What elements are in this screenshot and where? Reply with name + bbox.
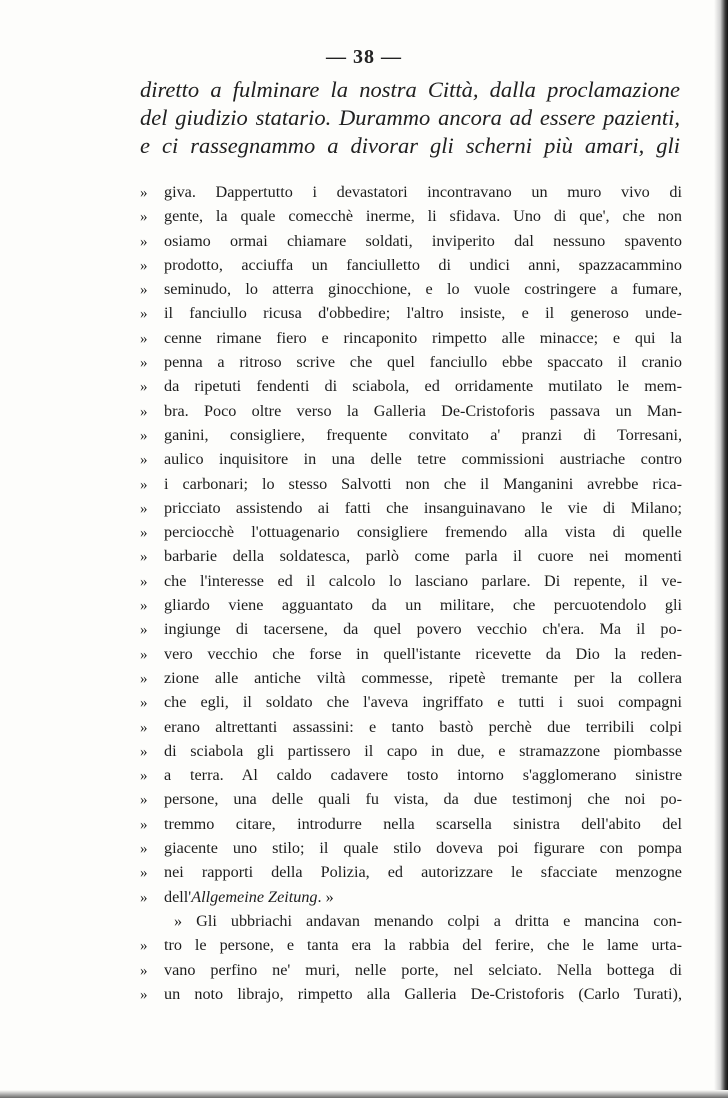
quoted-passage	[140, 180, 682, 1006]
text-line	[140, 787, 682, 811]
quote-mark: »	[140, 525, 148, 542]
text-line	[140, 229, 682, 253]
quote-mark: »	[140, 476, 148, 493]
quote-mark: »	[140, 646, 148, 663]
quote-mark: »	[140, 330, 148, 347]
line-text: che l'interesse ed il calcolo lo lasciano parlare. Di repente, il ve-	[164, 571, 682, 590]
text-line	[140, 860, 682, 884]
line-text: osiamo ormai chiamare soldati, inviperito dal nessuno spavento	[164, 231, 682, 250]
text-line	[140, 204, 682, 228]
quote-mark: »	[140, 695, 148, 712]
text-line	[140, 617, 682, 641]
line-text: ingiunge di tacersene, da quel povero vecchio ch'era. Ma il po-	[164, 620, 682, 639]
quote-mark: »	[140, 792, 148, 809]
quote-mark: »	[140, 598, 148, 615]
quote-mark: »	[140, 986, 148, 1003]
text-line	[140, 374, 682, 398]
line-text: gente, la quale comecchè inerme, li sfidava. Uno di que', che non	[164, 207, 682, 226]
text-line	[140, 326, 682, 350]
line-text: zione alle antiche viltà commesse, ripetè tremante per la collera	[164, 668, 682, 687]
line-text: tremmo citare, introdurre nella scarsella sinistra dell'abito del	[164, 814, 682, 833]
text-line	[140, 277, 682, 301]
line-text: perciocchè l'ottuagenario consigliere fremendo alla vista di quelle	[164, 523, 682, 542]
text-line	[140, 496, 682, 520]
quote-mark: »	[140, 257, 148, 274]
text-line	[140, 982, 682, 1006]
quote-mark: »	[140, 379, 148, 396]
text-line	[140, 812, 682, 836]
text-line	[140, 642, 682, 666]
quote-mark: »	[140, 889, 148, 906]
text-line	[140, 180, 682, 204]
line-text: vano perfino ne' muri, nelle porte, nel selciato. Nella bottega di	[164, 960, 682, 979]
line-text: » Gli ubbriachi andavan menando colpi a dritta e mancina con-	[174, 911, 682, 930]
quote-mark: »	[140, 670, 148, 687]
line-text: da ripetuti fendenti di sciabola, ed orridamente mutilato le mem-	[164, 377, 682, 396]
quote-mark: »	[140, 233, 148, 250]
line-text: seminudo, lo atterra ginocchione, e lo vuole costringere a fumare,	[164, 280, 682, 299]
line-text: vero vecchio che forse in quell'istante ricevette da Dio la reden-	[164, 644, 682, 663]
line-text: barbarie della soldatesca, parlò come parla il cuore nei momenti	[164, 547, 682, 566]
line-text: erano altrettanti assassini: e tanto bastò perchè due terribili colpi	[164, 717, 682, 736]
quote-mark: »	[140, 355, 148, 372]
quote-mark: »	[140, 427, 148, 444]
line-text: bra. Poco oltre verso la Galleria De-Cristoforis passava un Man-	[164, 401, 682, 420]
line-text: ganini, consigliere, frequente convitato a' pranzi di Torresani,	[164, 425, 682, 444]
line-text: aulico inquisitore in una delle tetre commissioni austriache contro	[164, 450, 682, 469]
quote-mark: »	[140, 865, 148, 882]
page-edge-shadow	[714, 0, 728, 1098]
line-text: tro le persone, e tanta era la rabbia del ferire, che le lame urta-	[164, 936, 682, 955]
line-text: giva. Dappertutto i devastatori incontravano un muro vivo di	[164, 183, 682, 201]
text-line	[140, 569, 682, 593]
text-line	[140, 933, 682, 957]
text-line	[140, 472, 682, 496]
text-line	[140, 520, 682, 544]
quote-mark: »	[140, 282, 148, 299]
line-text: un noto librajo, rimpetto alla Galleria De-Cristoforis (Carlo Turati),	[164, 984, 682, 1003]
quote-mark: »	[140, 306, 148, 323]
line-text: gliardo viene agguantato da un militare, che percuotendolo gli	[164, 596, 682, 615]
quote-mark: »	[140, 403, 148, 420]
line-text: dell'Allgemeine Zeitung. »	[164, 887, 334, 906]
text-line	[140, 544, 682, 568]
quote-mark: »	[140, 743, 148, 760]
italic-line: e ci rassegnammo a divorar gli scherni più amari, gli	[140, 133, 680, 158]
quote-mark: »	[140, 938, 148, 955]
text-line	[140, 423, 682, 447]
quote-mark: »	[140, 816, 148, 833]
text-line	[140, 715, 682, 739]
quote-mark: »	[140, 185, 148, 201]
text-line	[140, 666, 682, 690]
line-text: prodotto, acciuffa un fanciulletto di undici anni, spazzacammino	[164, 255, 682, 274]
line-text: penna a ritroso scrive che quel fanciullo ebbe spaccato il cranio	[164, 353, 682, 372]
text-line	[140, 763, 682, 787]
line-text: nei rapporti della Polizia, ed autorizzare le sfacciate menzogne	[164, 863, 682, 882]
italic-line: del giudizio statario. Durammo ancora ad essere pazienti,	[140, 105, 680, 130]
quote-mark: »	[140, 768, 148, 785]
line-text: persone, una delle quali fu vista, da due testimonj che noi po-	[164, 790, 682, 809]
text-line	[140, 399, 682, 423]
text-line	[140, 253, 682, 277]
quote-mark: »	[140, 622, 148, 639]
quote-mark: »	[140, 549, 148, 566]
text-line	[140, 836, 682, 860]
text-line	[140, 909, 682, 933]
quote-mark: »	[140, 573, 148, 590]
text-line	[140, 350, 682, 374]
line-text: cenne rimane fiero e rincaponito rimpetto alle minacce; e qui la	[164, 328, 682, 347]
line-text: i carbonari; lo stesso Salvotti non che il Manganini avrebbe rica-	[164, 474, 682, 493]
text-line	[140, 958, 682, 982]
italic-line: diretto a fulminare la nostra Città, dalla proclamazione	[140, 77, 680, 102]
text-line	[140, 885, 682, 909]
line-text: a terra. Al caldo cadavere tosto intorno s'agglomerano sinistre	[164, 766, 682, 785]
page-number: — 38 —	[326, 46, 402, 68]
quote-mark: »	[140, 500, 148, 517]
quote-mark: »	[140, 962, 148, 979]
text-line	[140, 739, 682, 763]
line-text: giacente uno stilo; il quale stilo doveva poi figurare con pompa	[164, 839, 682, 858]
quote-mark: »	[140, 209, 148, 226]
italic-paragraph	[140, 76, 680, 160]
page-bottom-shadow	[0, 1090, 728, 1098]
quote-mark: »	[140, 841, 148, 858]
text-line	[140, 447, 682, 471]
quote-mark: »	[140, 452, 148, 469]
italic-title: Allgemeine Zeitung	[191, 887, 318, 906]
text-line	[140, 301, 682, 325]
text-line	[140, 690, 682, 714]
line-text: il fanciullo ricusa d'obbedire; l'altro insiste, e il generoso unde-	[164, 304, 682, 323]
line-text: pricciato assistendo ai fatti che insanguinavano le vie di Milano;	[164, 498, 682, 517]
line-text: di sciabola gli partissero il capo in due, e stramazzone piombasse	[164, 741, 682, 760]
line-text: che egli, il soldato che l'aveva ingriffato e tutti i suoi compagni	[164, 693, 682, 712]
quote-mark: »	[140, 719, 148, 736]
text-line	[140, 593, 682, 617]
